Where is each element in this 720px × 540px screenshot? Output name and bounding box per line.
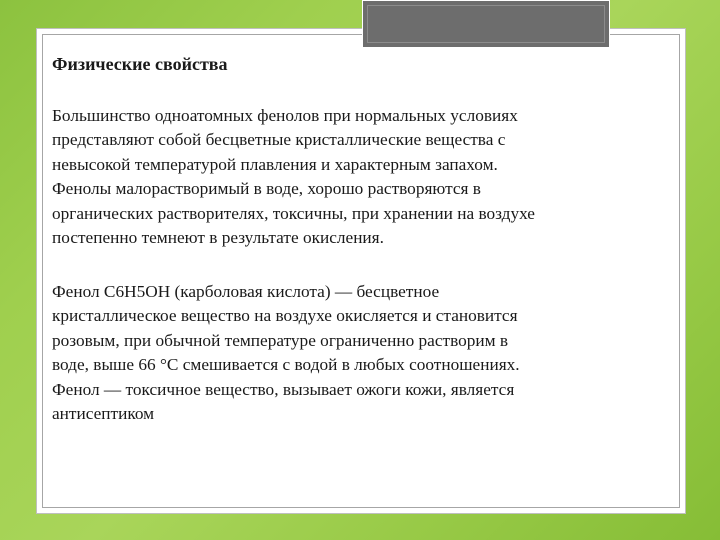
title-decoration-bar (362, 0, 610, 48)
paragraph-physical-properties (52, 104, 680, 250)
text-line: органических растворителях, токсичны, при хранении на воздухе (52, 203, 535, 223)
slide-content-card (36, 28, 686, 514)
text-line: розовым, при обычной температуре ограниченно растворим в (52, 330, 509, 350)
text-line: Фенол — токсичное вещество, вызывает ожоги кожи, является (52, 379, 515, 399)
text-line: кристаллическое вещество на воздухе окисляется и становится (52, 306, 518, 326)
slide-title: Физические свойства (52, 54, 228, 74)
text-line: невысокой температурой плавления и характерным запахом. (52, 154, 498, 174)
text-line: антисептиком (52, 404, 155, 424)
text-line: Большинство одноатомных фенолов при нормальных условиях (52, 106, 518, 125)
title-decoration-inner-border (367, 5, 605, 43)
text-line: постепенно темнеют в результате окисления. (52, 228, 384, 248)
text-line: Фенолы малорастворимый в воде, хорошо растворяются в (52, 179, 481, 199)
text-line: воде, выше 66 °C смешивается с водой в любых соотношениях. (52, 355, 520, 375)
text-line: Фенол C6H5OH (карболовая кислота) — бесцветное (52, 282, 440, 301)
paragraph-phenol (52, 280, 680, 426)
text-line: представляют собой бесцветные кристаллические вещества с (52, 130, 506, 150)
